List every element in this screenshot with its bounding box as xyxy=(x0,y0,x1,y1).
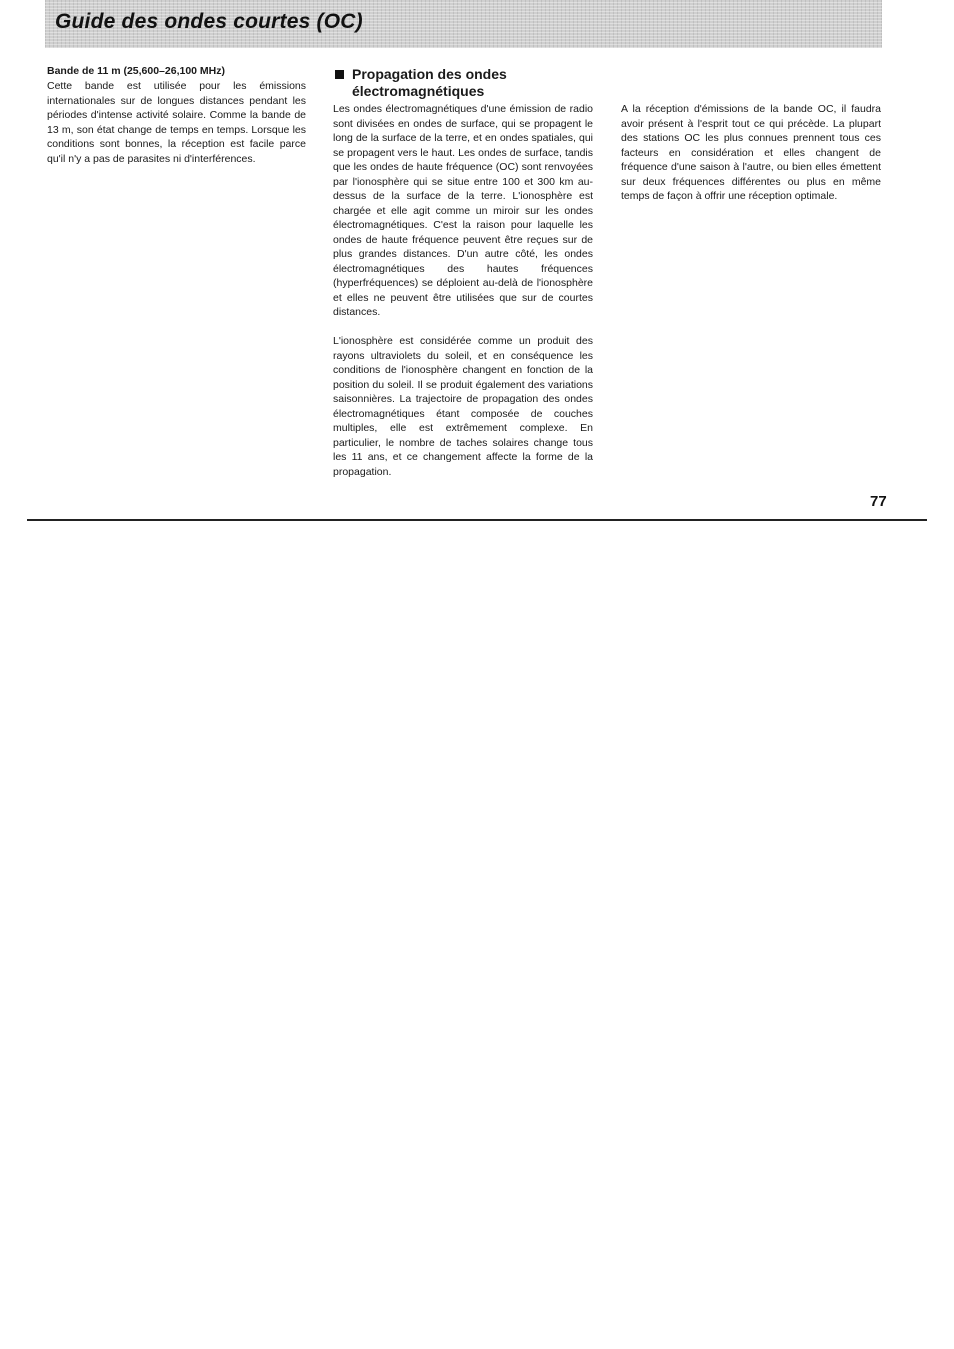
paragraph-gap xyxy=(333,320,593,335)
right-column xyxy=(621,102,881,204)
band-paragraph: Cette bande est utilisée pour les émissions internationales sur de longues distances pendant les périodes d'intense activité solaire. Comme la bande de 13 m, son état change de temps en temps. Lorsque les conditions sont bonnes, la réception est facile parce qu'il n'y a pas de parasites ni d'interférences. xyxy=(47,80,306,165)
section-heading xyxy=(333,66,593,100)
band-subheading: Bande de 11 m (25,600–26,100 MHz) xyxy=(47,65,226,77)
propagation-paragraph-1: Les ondes électromagnétiques d'une émission de radio sont divisées en ondes de surface, qui se propagent le long de la surface de la terre, et en ondes spatiales, qui se propagent vers le haut. Les ondes de surface, tandis que les ondes de haute fréquence (OC) sont renvoyées par l'ionosphère qui se situe entre 100 et 300 km au-dessus de la surface de la terre. L'ionosphère est chargée et elle agit comme un miroir sur les ondes électromagnétiques. C'est la raison pour laquelle les ondes de haute fréquence peuvent être reçues sur de plus grandes distances. D'un autre côté, les ondes électromagnétiques des hautes fréquences (hyperfréquences) se déploient au-delà de l'ionosphère et elles ne peuvent être utilisées que sur de courtes distances. xyxy=(333,103,593,318)
page-header-band xyxy=(45,0,882,48)
reception-paragraph: A la réception d'émissions de la bande OC, il faudra avoir présent à l'esprit tout ce qui précède. La plupart des stations OC les plus connues prennent tous ces facteurs en considération et elles changent de fréquence d'une saison à l'autre, ou bien elles émettent sur deux fréquences différentes ou plus en même temps de façon à offrir une réception optimale. xyxy=(621,103,881,202)
page-title: Guide des ondes courtes (OC) xyxy=(55,10,363,33)
left-column xyxy=(47,65,306,166)
page-number: 77 xyxy=(870,493,887,510)
propagation-paragraph-2: L'ionosphère est considérée comme un produit des rayons ultraviolets du soleil, et en conséquence les conditions de l'ionosphère changent en fonction de la position du soleil. Il se produit également des variations saisonnières. La trajectoire de propagation des ondes électromagnétiques étant composée de couches multiples, elle est extrêmement complexe. En particulier, le nombre de taches solaires change tous les 11 ans, et ce changement affecte la forme de la propagation. xyxy=(333,335,593,478)
square-bullet-icon xyxy=(335,70,344,79)
section-title: Propagation des ondes électromagnétiques xyxy=(352,66,507,99)
middle-column xyxy=(333,66,593,479)
footer-rule xyxy=(27,519,927,521)
